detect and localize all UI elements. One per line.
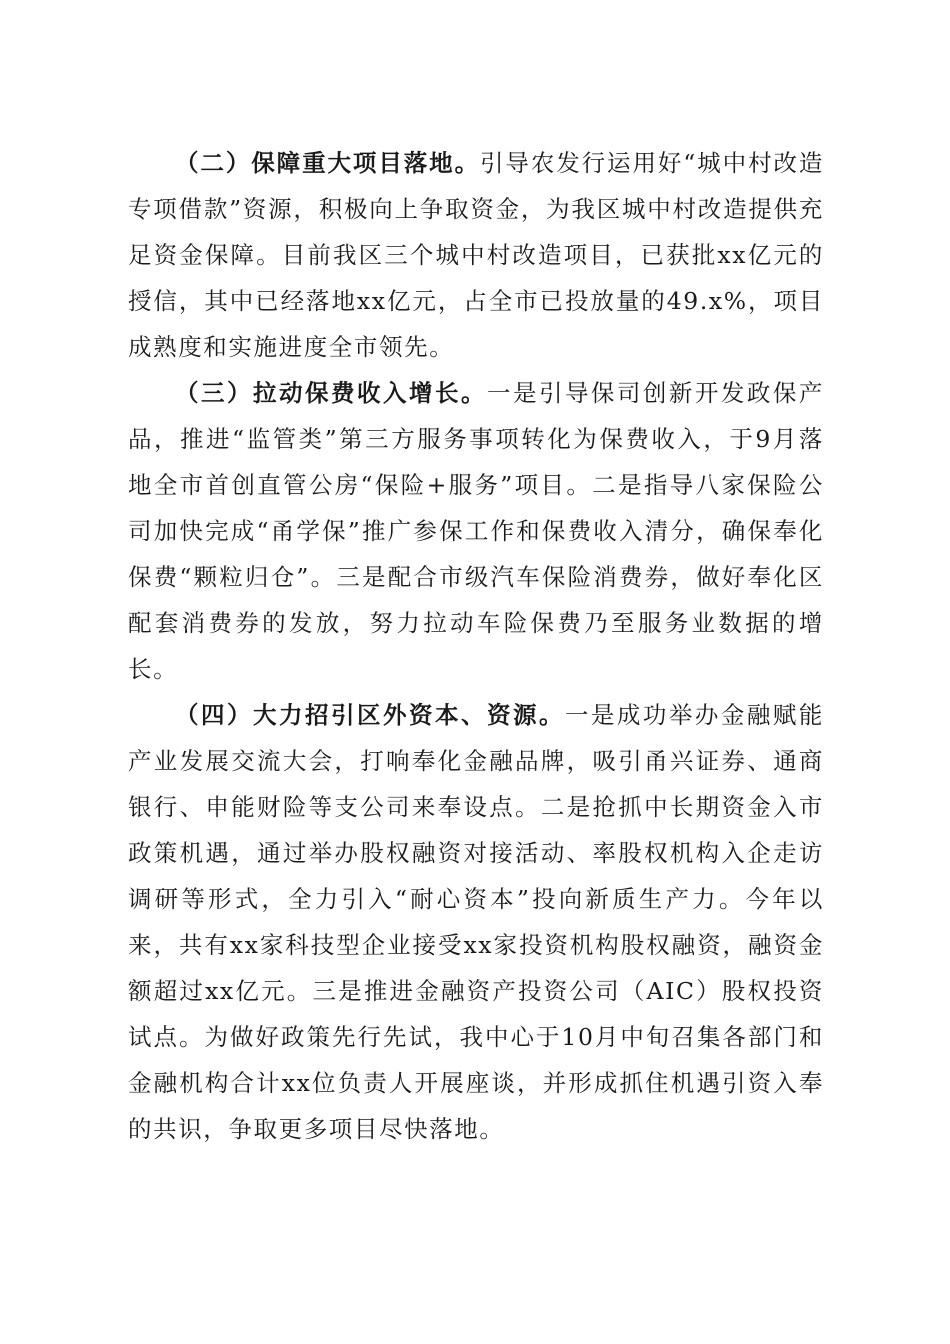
paragraph-heading: （二）保障重大项目落地。 xyxy=(175,149,480,177)
document-body xyxy=(128,140,824,1152)
paragraph-text: 引导农发行运用好“城中村改造专项借款”资源，积极向上争取资金，为我区城中村改造提供充足资金保障。目前我区三个城中村改造项目，已获批xx亿元的授信，其中已经落地xx亿元，占全市已投放量的49.x%，项目成熟度和实施进度全市领先。 xyxy=(128,149,824,361)
paragraph-2 xyxy=(128,140,824,370)
paragraph-heading: （四）大力招引区外资本、资源。 xyxy=(175,701,565,729)
paragraph-3 xyxy=(128,370,824,692)
paragraph-heading: （三）拉动保费收入增长。 xyxy=(175,379,487,407)
paragraph-text: 一是成功举办金融赋能产业发展交流大会，打响奉化金融品牌，吸引甬兴证券、通商银行、申能财险等支公司来奉设点。二是抢抓中长期资金入市政策机遇，通过举办股权融资对接活动、率股权机构入企走访调研等形式，全力引入“耐心资本”投向新质生产力。今年以来，共有xx家科技型企业接受xx家投资机构股权融资，融资金额超过xx亿元。三是推进金融资产投资公司（AIC）股权投资试点。为做好政策先行先试，我中心于10月中旬召集各部门和金融机构合计xx位负责人开展座谈，并形成抓住机遇引资入奉的共识，争取更多项目尽快落地。 xyxy=(128,701,824,1143)
paragraph-text: 一是引导保司创新开发政保产品，推进“监管类”第三方服务事项转化为保费收入，于9月落地全市首创直管公房“保险+服务”项目。二是指导八家保险公司加快完成“甬学保”推广参保工作和保费收入清分，确保奉化保费“颗粒归仓”。三是配合市级汽车保险消费券，做好奉化区配套消费券的发放，努力拉动车险保费乃至服务业数据的增长。 xyxy=(128,379,824,683)
paragraph-4 xyxy=(128,692,824,1152)
